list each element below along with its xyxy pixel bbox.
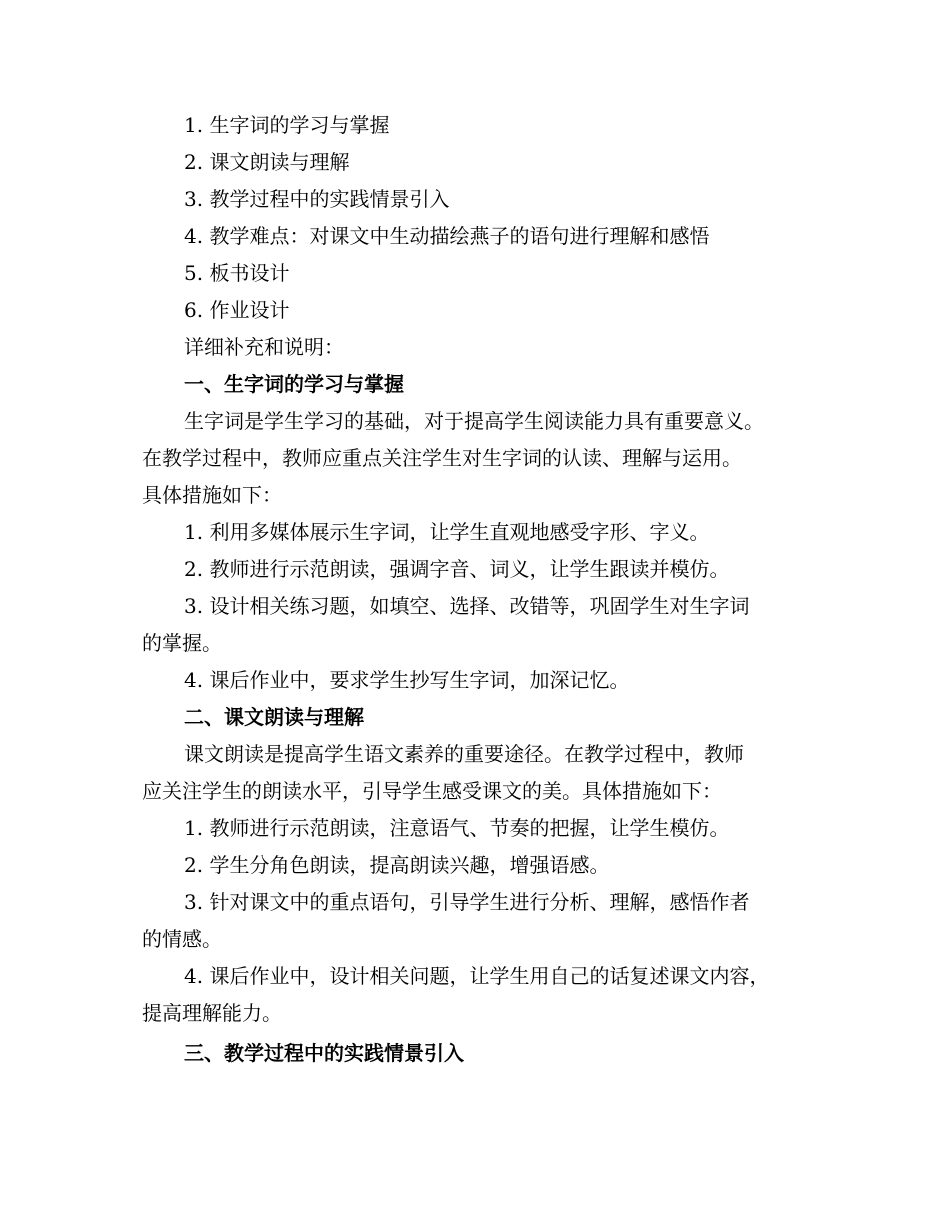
list-item-continuation: 提高理解能力。 — [142, 1001, 282, 1025]
section-1 — [142, 366, 818, 699]
outline-item: 6. 作业设计 — [184, 298, 290, 322]
outline-item: 3. 教学过程中的实践情景引入 — [184, 187, 450, 211]
list-item: 1. 利用多媒体展示生字词，让学生直观地感受字形、字义。 — [184, 520, 710, 544]
paragraph-line: 具体措施如下： — [142, 483, 282, 507]
list-item-continuation: 的情感。 — [142, 927, 222, 951]
paragraph-line: 生字词是学生学习的基础，对于提高学生阅读能力具有重要意义。 — [184, 409, 764, 433]
list-item-continuation: 的掌握。 — [142, 631, 222, 655]
outline-item: 5. 板书设计 — [184, 261, 290, 285]
paragraph-line: 在教学过程中，教师应重点关注学生对生字词的认读、理解与运用。 — [142, 446, 742, 470]
outline-item: 2. 课文朗读与理解 — [184, 150, 350, 174]
list-item: 3. 针对课文中的重点语句，引导学生进行分析、理解，感悟作者 — [184, 890, 750, 914]
section-heading: 一、生字词的学习与掌握 — [184, 372, 404, 396]
list-item: 4. 课后作业中，要求学生抄写生字词，加深记忆。 — [184, 668, 630, 692]
supplement-label: 详细补充和说明： — [184, 335, 344, 359]
list-item: 3. 设计相关练习题，如填空、选择、改错等，巩固学生对生字词 — [184, 594, 750, 618]
list-item: 2. 学生分角色朗读，提高朗读兴趣，增强语感。 — [184, 853, 610, 877]
list-item: 4. 课后作业中，设计相关问题，让学生用自己的话复述课文内容， — [184, 964, 770, 988]
list-item: 2. 教师进行示范朗读，强调字音、词义，让学生跟读并模仿。 — [184, 557, 730, 581]
paragraph-line: 课文朗读是提高学生语文素养的重要途径。在教学过程中，教师 — [184, 742, 744, 766]
paragraph-line: 应关注学生的朗读水平，引导学生感受课文的美。具体措施如下： — [142, 779, 722, 803]
outline-item: 4. 教学难点：对课文中生动描绘燕子的语句进行理解和感悟 — [184, 224, 710, 248]
list-item: 1. 教师进行示范朗读，注意语气、节奏的把握，让学生模仿。 — [184, 816, 730, 840]
section-3 — [142, 1035, 818, 1072]
section-heading: 二、课文朗读与理解 — [184, 705, 364, 729]
outline-item: 1. 生字词的学习与掌握 — [184, 113, 390, 137]
outline-list — [142, 107, 818, 329]
section-heading: 三、教学过程中的实践情景引入 — [184, 1041, 464, 1065]
document-body — [142, 107, 818, 1072]
section-2 — [142, 699, 818, 1032]
